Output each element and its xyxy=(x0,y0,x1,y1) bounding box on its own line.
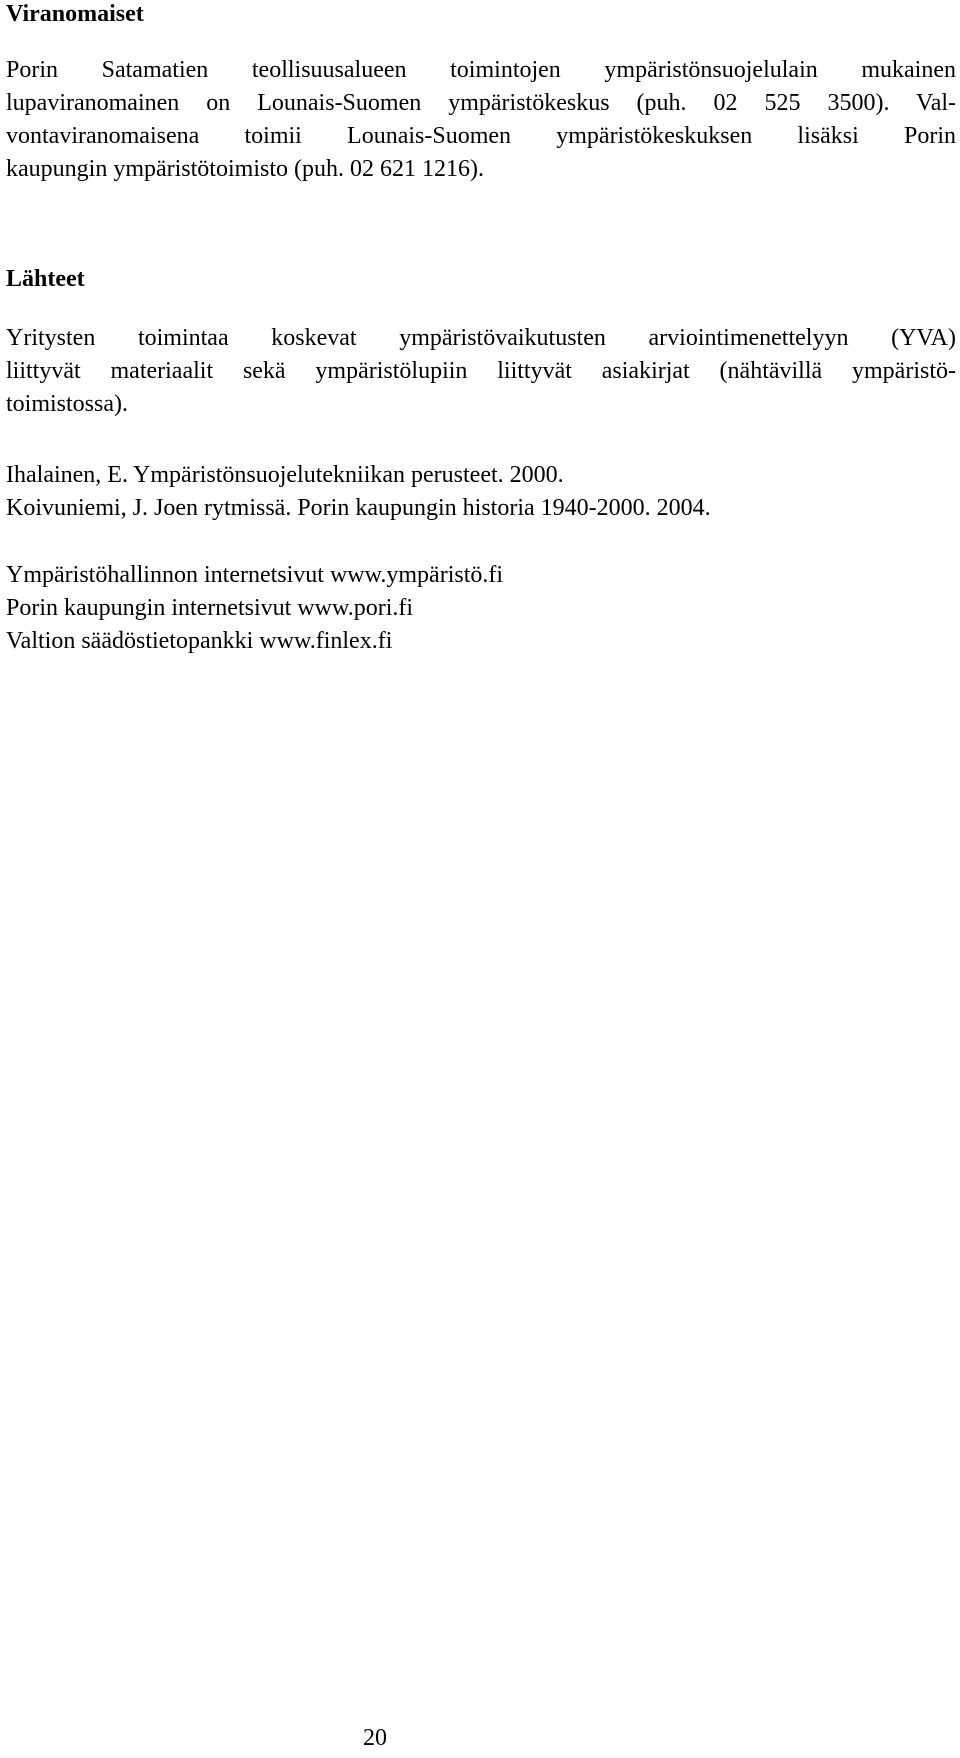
paragraph-line: liittyvät materiaalit sekä ympäristölupiin liittyvät asiakirjat (nähtävillä ympäristö- xyxy=(6,358,956,384)
paragraph-line: Yritysten toimintaa koskevat ympäristövaikutusten arviointimenettelyyn (YVA) xyxy=(6,325,956,351)
paragraph-line: vontaviranomaisena toimii Lounais-Suomen ympäristökeskuksen lisäksi Porin xyxy=(6,123,956,149)
web-source-item: Ympäristöhallinnon internetsivut www.ympäristö.fi xyxy=(6,562,504,588)
paragraph-line: lupaviranomainen on Lounais-Suomen ympäristökeskus (puh. 02 525 3500). Val- xyxy=(6,90,956,116)
paragraph-line: toimistossa). xyxy=(6,391,129,417)
paragraph-lahteet xyxy=(6,322,956,421)
reference-item: Koivuniemi, J. Joen rytmissä. Porin kaupungin historia 1940-2000. 2004. xyxy=(6,495,711,521)
reference-item: Ihalainen, E. Ympäristönsuojelutekniikan perusteet. 2000. xyxy=(6,462,564,488)
reference-list xyxy=(6,459,711,525)
page-number: 20 xyxy=(363,1725,387,1751)
section-heading-viranomaiset: Viranomaiset xyxy=(6,1,144,27)
paragraph-line: kaupungin ympäristötoimisto (puh. 02 621 1216). xyxy=(6,156,484,182)
web-source-item: Porin kaupungin internetsivut www.pori.fi xyxy=(6,595,414,621)
web-source-list xyxy=(6,559,503,658)
section-heading-lahteet: Lähteet xyxy=(6,266,85,292)
paragraph-viranomaiset xyxy=(6,54,956,186)
web-source-item: Valtion säädöstietopankki www.finlex.fi xyxy=(6,628,393,654)
paragraph-line: Porin Satamatien teollisuusalueen toimintojen ympäristönsuojelulain mukainen xyxy=(6,57,956,83)
